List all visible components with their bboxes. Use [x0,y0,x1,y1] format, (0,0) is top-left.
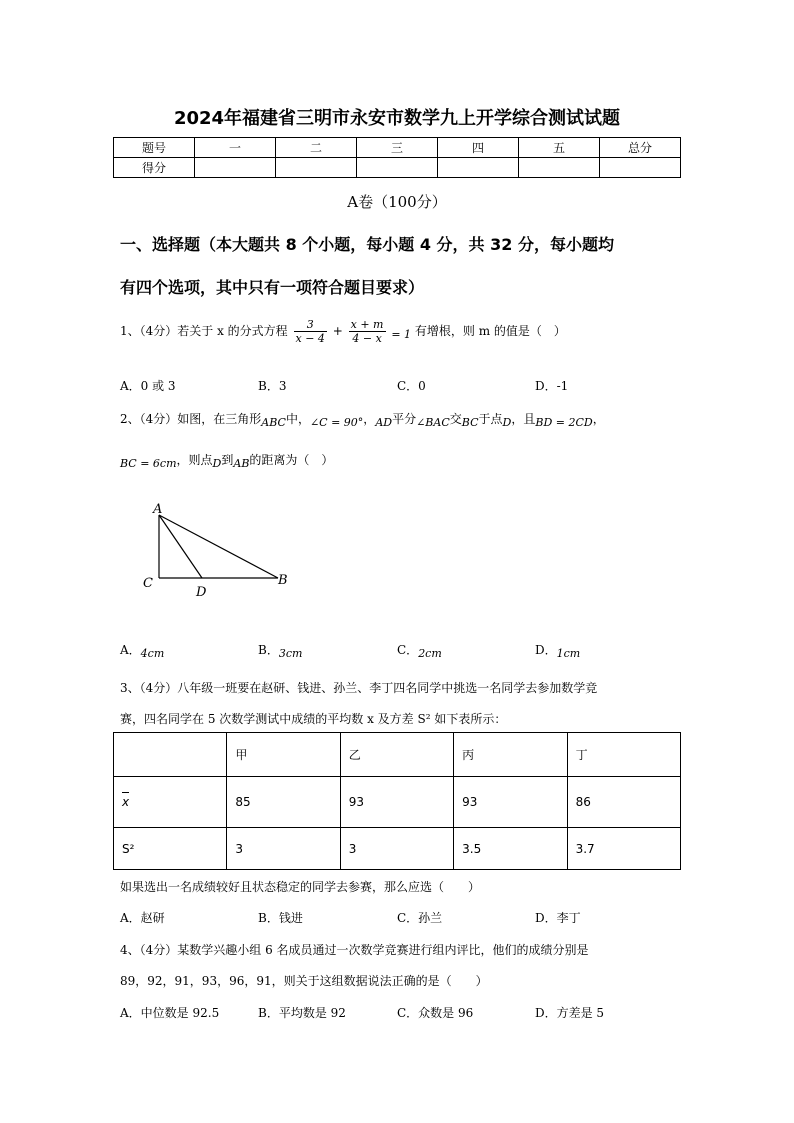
label-b: B [278,573,288,588]
q1-fraction-2 [349,318,386,345]
q3-header-cell: 乙 [340,733,453,777]
q1-frac2-denominator: 4 − x [352,332,382,345]
q2-text: 中， [285,412,310,426]
q3-variance-cell: 3 [340,828,453,870]
q2-math-d: D [502,416,512,429]
q1-option-a[interactable]: A．0 或 3 [120,379,176,393]
q3-table-mean-row [114,777,681,828]
q2-option-value: 4cm [140,647,165,660]
q3-option-d[interactable]: D．李丁 [535,911,581,925]
q1-equals: = 1 [391,328,412,341]
score-header-cell: 四 [438,138,519,158]
label-c: C [143,576,153,591]
volume-label: A卷（100分） [347,193,447,211]
q3-variance-cell: 3 [227,828,340,870]
q1-fraction-1 [294,318,327,345]
q1-frac2-numerator: x + m [350,318,384,331]
q4-option-c[interactable]: C．众数是 96 [397,1006,474,1020]
q3-option-b[interactable]: B．钱进 [258,911,303,925]
q4-option-d[interactable]: D．方差是 5 [535,1006,605,1020]
q2-text: 平分 [392,412,417,426]
segment-ab [159,515,278,578]
q2-text: ， [592,412,605,426]
q3-header-cell: 甲 [227,733,340,777]
q1-prefix: 1、（4分）若关于 x 的分式方程 [120,324,288,338]
score-header-cell: 二 [276,138,357,158]
q2-math-d: D [212,457,222,470]
q3-question: 如果选出一名成绩较好且状态稳定的同学去参赛，那么应选（ ） [120,880,481,894]
q3-variance-cell: 3.7 [567,828,680,870]
q3-table-header-row [114,733,681,777]
q1-suffix: 有增根，则 m 的值是（ ） [414,324,566,338]
q1-frac1-numerator: 3 [294,318,327,332]
q2-option-letter: A． [120,643,141,657]
score-header-cell: 总分 [600,138,681,158]
q2-math-bd: BD = 2CD [535,416,593,429]
q2-option-value: 2cm [418,647,442,660]
score-input-cell[interactable] [276,158,357,178]
score-table [113,137,681,178]
question-2-line2 [120,451,333,470]
q2-math-angle: ∠C = 90° [309,416,364,429]
q2-option-d[interactable] [535,641,580,660]
label-a: A [153,502,163,517]
q3-data-table [113,732,681,870]
q1-option-b[interactable]: B．3 [258,379,287,393]
q2-option-value: 3cm [278,647,303,660]
q2-text: ， [363,412,376,426]
score-input-cell[interactable] [195,158,276,178]
q2-option-letter: C． [397,643,419,657]
q3-variance-cell: 3.5 [454,828,567,870]
q3-table-variance-row [114,828,681,870]
q1-option-d[interactable]: D．-1 [535,379,569,393]
section1-heading-line2: 有四个选项，其中只有一项符合题目要求） [120,278,425,297]
q3-mean-cell: 93 [340,777,453,828]
q2-option-letter: D． [535,643,557,657]
score-table-score-row [114,158,681,178]
q1-option-c[interactable]: C．0 [397,379,426,393]
q2-text: ，且 [511,412,536,426]
score-table-header-row [114,138,681,158]
q3-mean-cell: 86 [567,777,680,828]
score-header-cell: 五 [519,138,600,158]
exam-title: 2024年福建省三明市永安市数学九上开学综合测试试题 [173,108,621,129]
section1-heading-line1: 一、选择题（本大题共 8 个小题，每小题 4 分，共 32 分，每小题均 [120,235,614,254]
q3-mean-cell: 85 [227,777,340,828]
label-d: D [196,585,207,600]
q3-header-cell [114,733,227,777]
score-input-cell[interactable] [438,158,519,178]
question-3-line1: 3、（4分）八年级一班要在赵研、钱进、孙兰、李丁四名同学中挑选一名同学去参加数学竞 [120,681,598,695]
segment-ad [159,515,202,578]
q4-option-b[interactable]: B．平均数是 92 [258,1006,346,1020]
q2-option-value: 1cm [556,647,581,660]
q3-option-a[interactable]: A．赵研 [120,911,165,925]
question-1 [120,318,566,345]
q3-header-cell: 丙 [454,733,567,777]
score-input-cell[interactable] [600,158,681,178]
q2-text: 到 [221,453,234,467]
q3-mean-cell: 93 [454,777,567,828]
q4-option-a[interactable]: A．中位数是 92.5 [120,1006,220,1020]
q2-math-ad: AD [375,416,393,429]
q3-option-c[interactable]: C．孙兰 [397,911,443,925]
q2-math-bac: ∠BAC [416,416,450,429]
q2-text: 2、（4分）如图，在三角形 [120,412,262,426]
q2-option-b[interactable] [258,641,302,660]
q2-math-bc: BC [461,416,479,429]
q2-option-a[interactable] [120,641,164,660]
question-3-line2: 赛，四名同学在 5 次数学测试中成绩的平均数 x 及方差 S² 如下表所示： [120,712,507,726]
q2-text: 的距离为（ ） [249,453,334,467]
q1-plus: + [332,324,343,338]
q2-option-letter: B． [258,643,279,657]
score-header-cell: 三 [357,138,438,158]
score-row-label: 得分 [114,158,195,178]
q3-mean-symbol: x [122,795,130,809]
q2-text: ，则点 [176,453,213,467]
question-4-line2: 89，92，91，93，96，91，则关于这组数据说法正确的是（ ） [120,974,488,988]
q3-header-cell: 丁 [567,733,680,777]
score-header-cell: 一 [195,138,276,158]
q3-mean-label-cell [114,777,227,828]
q1-frac1-denominator: x − 4 [295,332,325,345]
q2-text: 于点 [478,412,503,426]
question-4-line1: 4、（4分）某数学兴趣小组 6 名成员通过一次数学竞赛进行组内评比，他们的成绩分别是 [120,943,589,957]
q2-math-ab: AB [233,457,250,470]
q2-math-abc: ABC [261,416,286,429]
q3-variance-label-cell: S² [114,828,227,870]
q2-triangle-figure [140,498,300,602]
question-2-line1 [120,410,605,429]
score-input-cell[interactable] [357,158,438,178]
q2-text: 交 [449,412,462,426]
score-input-cell[interactable] [519,158,600,178]
q2-math-bc-length: BC = 6cm [120,457,177,470]
score-header-cell: 题号 [114,138,195,158]
q2-option-c[interactable] [397,641,442,660]
